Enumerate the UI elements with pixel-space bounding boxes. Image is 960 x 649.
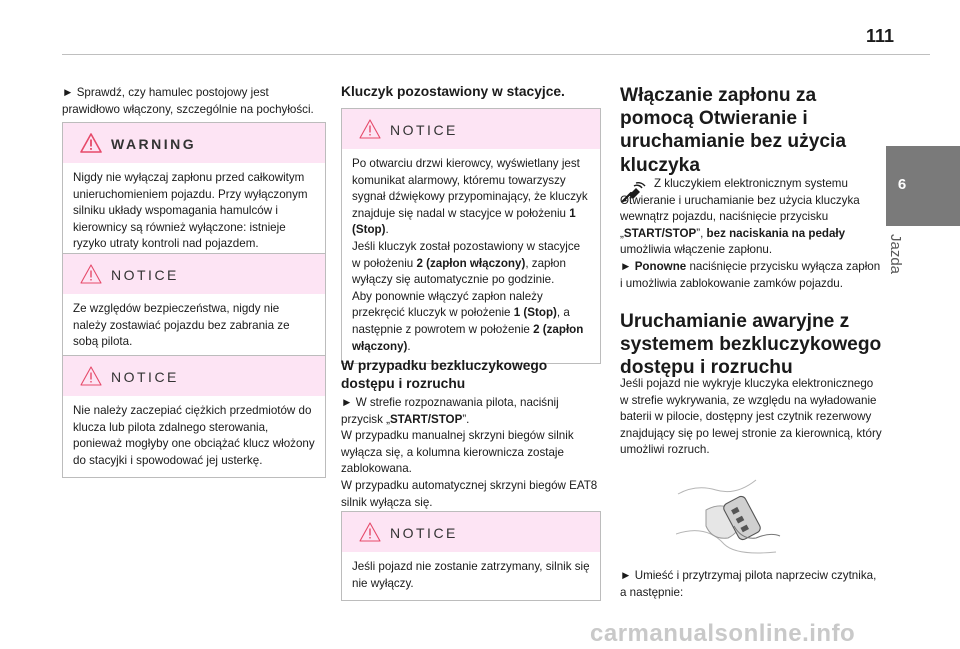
- text-run: Z kluczykiem elektronicznym systemu Otwieranie i uruchamianie bez użycia kluczyka wewnątrz pojazdu, naciśnięcie przycisku „: [620, 177, 860, 240]
- header-rule: [62, 54, 930, 55]
- notice-label: NOTICE: [390, 122, 458, 138]
- warning-label: WARNING: [111, 136, 197, 152]
- text-run: .: [385, 223, 389, 237]
- bold-run: bez naciskania na pedały: [706, 226, 846, 240]
- text-run: umożliwia włączenie zapłonu.: [620, 243, 773, 257]
- backup-reader-illustration: [676, 474, 784, 556]
- notice-box: [62, 253, 326, 360]
- text-run: , a następnie z powrotem w położenie: [352, 306, 570, 336]
- warning-header: [63, 123, 325, 163]
- body-paragraph: [341, 395, 603, 428]
- text-run: Jeśli kluczyk został pozostawiony w stacyjce w położeniu: [352, 239, 581, 270]
- notice-icon: [359, 119, 381, 139]
- notice-body: [342, 149, 600, 363]
- text-run: .: [407, 339, 411, 353]
- body-paragraph: [620, 259, 882, 292]
- text-run: , zapłon wyłączy się automatycznie po godzinie.: [352, 256, 566, 287]
- bold-run: Ponowne: [634, 259, 687, 273]
- notice-icon: [80, 366, 102, 386]
- bold-run: 1 (Stop): [513, 306, 557, 320]
- notice-box: [62, 355, 326, 478]
- chapter-title: [887, 230, 938, 320]
- section-body: [620, 176, 882, 292]
- text-run: ”,: [696, 226, 707, 240]
- intro-text: ► Sprawdź, czy hamulec postojowy jest prawidłowo włączony, szczególnie na pochyłości.: [62, 86, 314, 116]
- text-run: Aby ponownie włączyć zapłon należy przekręcić kluczyk w położenie: [352, 289, 543, 320]
- page-section-title: Włączanie zapłonu za pomocą Otwieranie i uruchamianie bez użycia kluczyka: [620, 85, 847, 176]
- body-paragraph: [620, 176, 882, 259]
- notice-header: [63, 254, 325, 294]
- notice-text: Jeśli pojazd nie zostanie zatrzymany, silnik się nie wyłączy.: [352, 560, 590, 590]
- page-section-title: Uruchamianie awaryjne z systemem bezkluczykowego dostępu i rozruchu: [620, 311, 882, 379]
- notice-header: [342, 512, 600, 552]
- warning-icon: [80, 133, 102, 153]
- body-paragraph: W przypadku manualnej skrzyni biegów silnik wyłącza się, a kolumna kierownicza zostaje zablokowana.: [341, 429, 574, 476]
- notice-icon: [359, 522, 381, 542]
- text-run: ► W strefie rozpoznawania pilota, naciśnij przycisk „: [341, 396, 559, 426]
- text-run: ►: [620, 259, 635, 273]
- notice-header: [63, 356, 325, 396]
- text-run: ”.: [462, 412, 470, 426]
- notice-label: NOTICE: [111, 369, 179, 385]
- notice-label: NOTICE: [111, 267, 179, 283]
- page-number: 111: [866, 26, 895, 46]
- section-heading: W przypadku bezkluczykowego dostępu i rozruchu: [341, 358, 548, 391]
- section-body: ► Umieść i przytrzymaj pilota naprzeciw czytnika, a następnie:: [620, 569, 877, 599]
- notice-box: [341, 511, 601, 601]
- section-heading: Kluczyk pozostawiony w stacyjce.: [341, 84, 565, 99]
- chapter-number: 6: [897, 176, 907, 193]
- bold-run: START/STOP: [389, 412, 463, 426]
- notice-header: [342, 109, 600, 149]
- text-run: Po otwarciu drzwi kierowcy, wyświetlany jest komunikat alarmowy, któremu towarzyszy sygnał dźwiękowy przypominający, że kluczyk znajduje się nadal w stacyjce w położeniu: [352, 157, 588, 220]
- section-body: Jeśli pojazd nie wykryje kluczyka elektronicznego w strefie wykrywania, ze względu na wyładowanie baterii w pilocie, dostępny jest czytnik rezerwowy znajdujący się po lewej stronie za kierownicą, który umożliwi rozruch.: [620, 377, 882, 457]
- warning-text: Nigdy nie wyłączaj zapłonu przed całkowitym unieruchomieniem pojazdu. Przy wyłączonym silniku układy wspomagania hamulców i kierownicy są również wyłączone: istnieje ryzyko utraty kontroli nad pojazdem.: [73, 171, 308, 251]
- notice-text: Ze względów bezpieczeństwa, nigdy nie należy zostawiać pojazdu bez zabrania ze sobą pilota.: [73, 302, 290, 349]
- bold-run: 2 (zapłon włączony): [352, 322, 584, 353]
- notice-icon: [80, 264, 102, 284]
- body-paragraph: W przypadku automatycznej skrzyni biegów EAT8 silnik wyłącza się.: [341, 478, 598, 509]
- bold-run: 2 (zapłon włączony): [416, 256, 526, 270]
- bold-run: 1 (Stop): [352, 206, 576, 237]
- notice-text: Nie należy zaczepiać ciężkich przedmiotów do klucza lub pilota zdalnego sterowania, ponieważ mogłyby one obciążać klucz włożony do stacyjki i spowodować jej usterkę.: [73, 404, 315, 467]
- watermark: carmanualsonline.info: [590, 620, 856, 647]
- notice-paragraph: [352, 156, 590, 239]
- notice-box: [341, 108, 601, 364]
- notice-paragraph: [352, 239, 590, 289]
- chapter-title-text: Jazda: [887, 234, 904, 275]
- notice-label: NOTICE: [390, 525, 458, 541]
- section-body: [341, 395, 603, 511]
- text-run: naciśnięcie przycisku wyłącza zapłon i umożliwia zablokowanie zamków pojazdu.: [620, 259, 881, 290]
- bold-run: START/STOP: [623, 226, 697, 240]
- warning-box: [62, 122, 326, 262]
- notice-paragraph: [352, 289, 590, 355]
